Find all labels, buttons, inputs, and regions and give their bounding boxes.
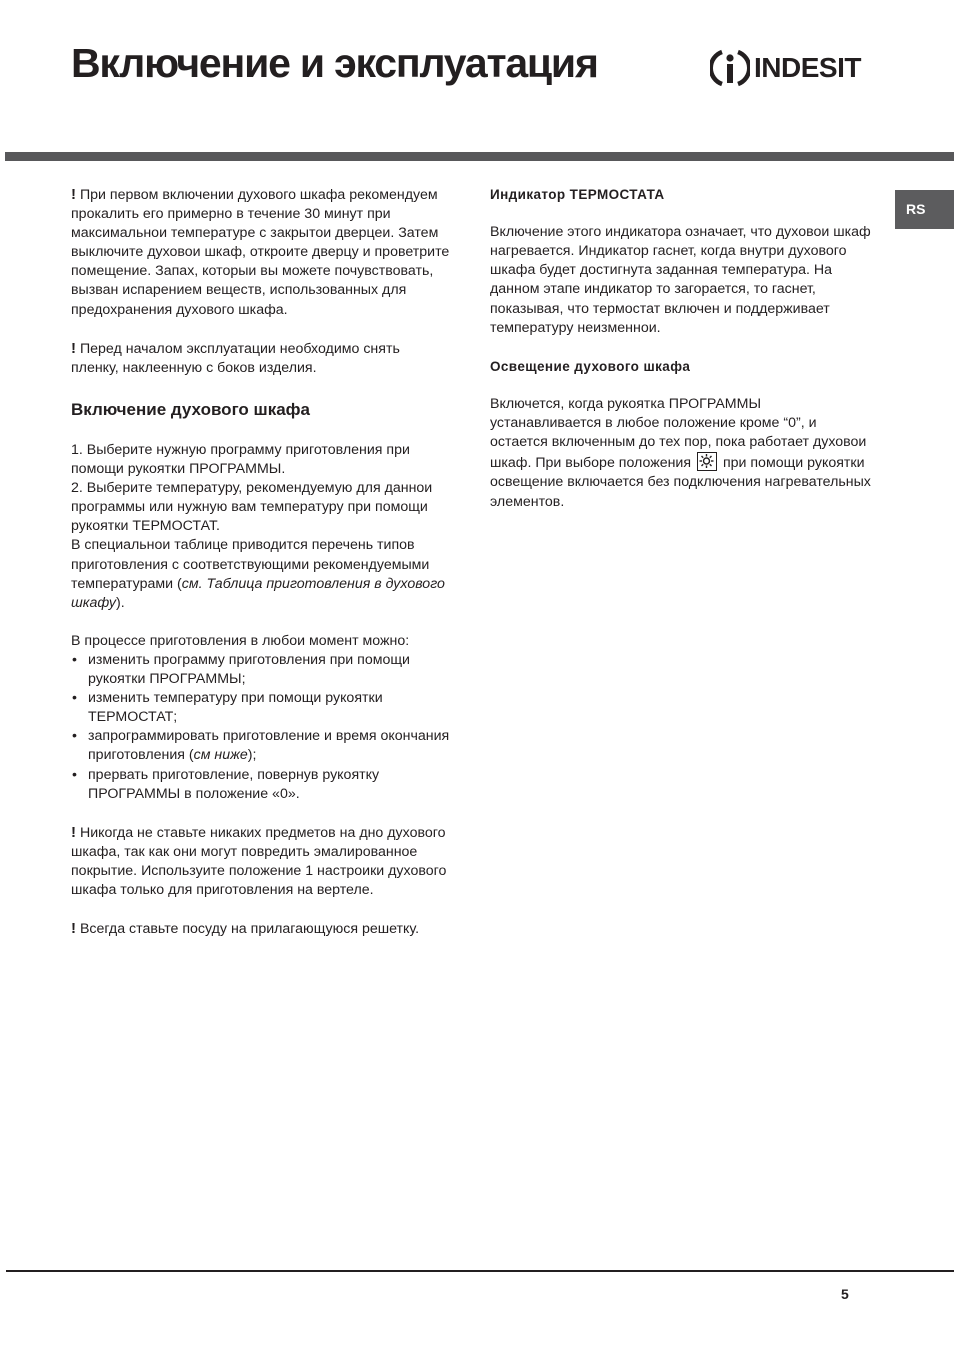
thermostat-text: Включение этого индикатора означает, что духовои шкаф нагревается. Индикатор гаснет, когда внутри духового шкафа будет достигнута заданная температура. На данном этапе индикатор то загорается, то гаснет, показывая, что термостат включен и поддерживает температуру неизменнои. (490, 224, 871, 336)
warning-icon: ! (71, 186, 76, 203)
page-title: Включение и эксплуатация (71, 40, 598, 86)
warning-paragraph: ! При первом включении духового шкафа рекомендуем прокалить его примерно в течение 30 минут при максимальнои температуре с закрытои дверцеи. Затем выключите духовои шкаф, откроите дверцу и проветрите помещение. Запах, которыи вы можете почувствовать, вызван испарением веществ, использованных для предохранения духового шкафа. (71, 186, 450, 318)
list-item: • изменить температуру при помощи рукоятки ТЕРМОСТАТ; (72, 690, 383, 726)
warning-paragraph: ! Всегда ставьте посуду на прилагающуюся решетку. (71, 920, 420, 938)
header-rule (5, 152, 954, 161)
warning-icon: ! (71, 823, 76, 841)
language-tab: RS (895, 190, 954, 229)
warning-icon: ! (71, 920, 76, 938)
list-item: • прервать приготовление, повернув рукоятку ПРОГРАММЫ в положение «0». (72, 766, 380, 802)
light-text: Включется, когда рукоятка ПРОГРАММЫ устанавливается в любое положение кроме “0”, и остается включенным до тех пор, пока работает духовои шкаф. При выборе положения при помощи рукоятки освещение включается без подключения нагревательных элементов. (490, 396, 871, 510)
table-reference: см. Таблица приготовления в духового шкафу (71, 575, 445, 611)
step-1: 1. Выберите нужную программу приготовления при помощи рукоятки ПРОГРАММЫ. (71, 441, 410, 478)
light-heading: Освещение духового шкафа (490, 358, 691, 374)
options-list (71, 651, 451, 804)
list-item: • изменить программу приготовления при помощи рукоятки ПРОГРАММЫ; (72, 651, 410, 688)
during-intro: В процессе приготовления в любои момент можно: (71, 632, 410, 649)
left-column (71, 185, 451, 939)
list-item: • запрограммировать приготовление и время окончания приготовления (см ниже); (72, 728, 450, 764)
brand-logo (710, 47, 861, 89)
table-note: В специальнои таблице приводится перечень типов приготовления с соответствующими рекомендуемыми температурами (см. Таблица приготовления в духового шкафу). (71, 537, 445, 611)
page-number: 5 (841, 1286, 849, 1302)
step-2: 2. Выберите температуру, рекомендуемую для даннои программы или нужную вам температуру при помощи рукоятки ТЕРМОСТАТ. (71, 480, 433, 535)
brand-name: INDESIT (754, 52, 861, 83)
thermostat-heading: Индикатор ТЕРМОСТАТА (490, 187, 665, 202)
warning-paragraph: ! Перед началом эксплуатации необходимо снять пленку, наклеенную с боков изделия. (71, 339, 400, 376)
footer-rule (6, 1270, 954, 1272)
section-heading: Включение духового шкафа (71, 399, 310, 419)
oven-light-icon (697, 452, 717, 471)
indesit-i-icon (710, 48, 750, 88)
right-column (490, 185, 875, 512)
warning-icon: ! (71, 339, 76, 357)
warning-paragraph: ! Никогда не ставьте никаких предметов на дно духового шкафа, так как они могут повредить эмалированное покрытие. Используите положение 1 настроики духового шкафа только для приготовления на вертеле. (71, 823, 447, 899)
